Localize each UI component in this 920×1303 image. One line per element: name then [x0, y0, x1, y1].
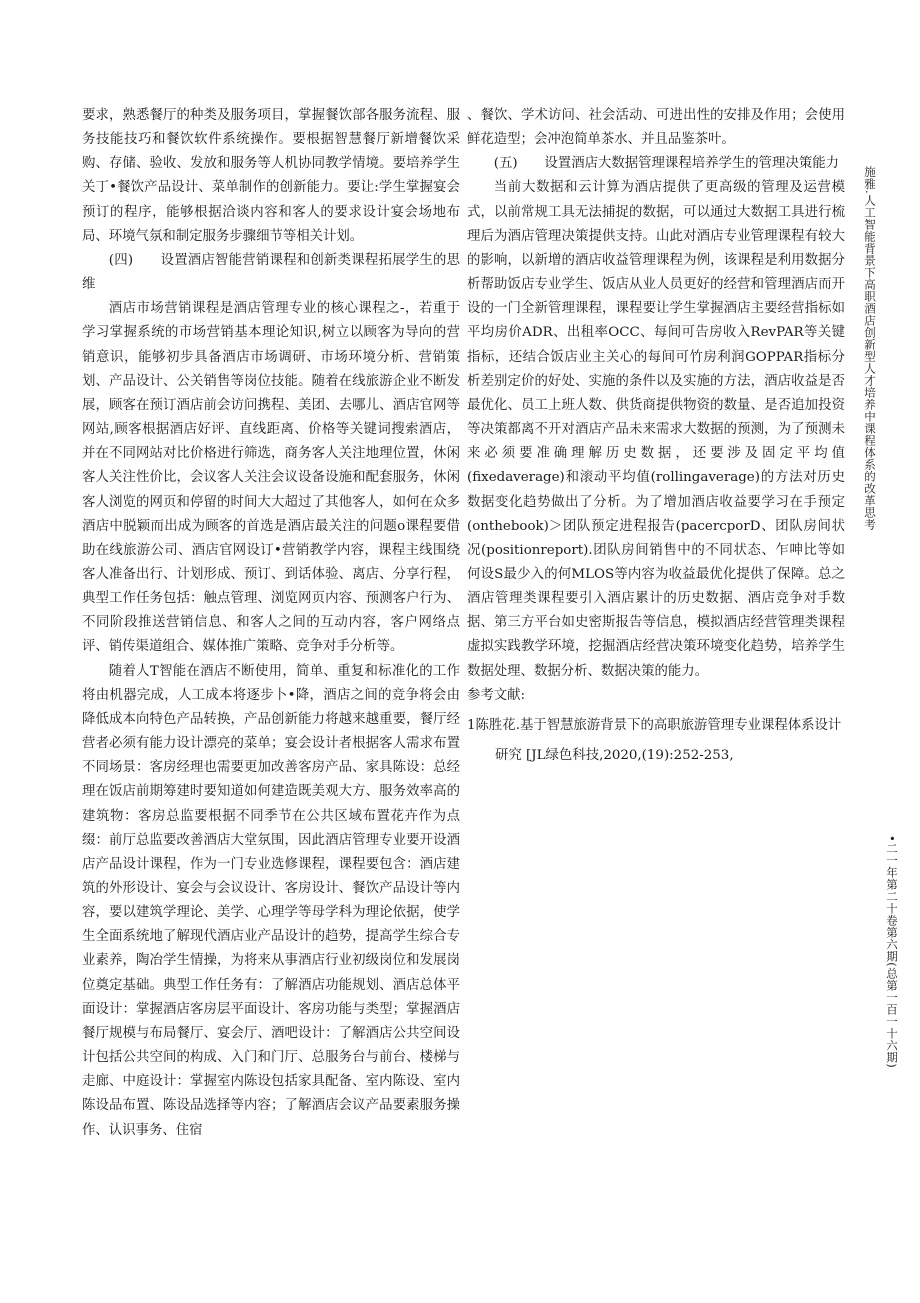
left-column: [82, 104, 460, 1143]
reference-item: 1陈胜花.基于智慧旅游背景下的高职旅游管理专业课程体系设计: [467, 717, 842, 733]
paragraph-continued: 、餐饮、学术访问、社会活动、可进出性的安排及作用；会使用鲜花造型；会冲泡简单茶水、并且品鉴茶叶。: [467, 108, 845, 148]
paragraph-marketing: 酒店市场营销课程是酒店管理专业的核心课程之-，若重于学习掌握系统的市场营销基本理论知识,树立以顾客为导向的营销意识，能够初步具备酒店市场调研、市场环境分析、营销策划、产品设计、公关销售等岗位技能。随着在线旅游企业不断发展，顾客在预订酒店前会访问携程、美团、去哪儿、酒店官网等网站,顾客根据酒店好评、直线距离、价格等关键词搜索酒店，并在不同网站对比价格进行筛选，商务客人关注地理位置，休闲客人关注性价比，会议客人关注会议设备设施和配套服务，休闲客人浏览的网页和停留的时间大大超过了其他客人，如何在众多酒店中脱颖而出成为顾客的首选是酒店最关注的问题o课程要借助在线旅游公司、酒店官网设订•营销教学内容，课程主线围绕客人准备出行、计划形成、预订、到话体验、离店、分享行程，典型工作任务包括：触点管理、浏览网页内容、预测客户行为、不同阶段推送营销信息、和客人之间的互动内容，客户网络点评、销传渠道组合、媒体推广策略、竞争对手分析等。: [82, 301, 460, 655]
running-header-issue: •二一年第二十卷第六期(总第一百一十六期): [885, 835, 899, 1069]
paragraph-big-data: 当前大数据和云计算为酒店提供了更高级的管理及运营模式，以前常规工具无法捕捉的数据，可以通过大数据工具进行梳理后为酒店管理决策提供支持。山此对酒店专业管理课程有较大的影响，以新增的酒店收益管理课程为例，该课程是利用数据分析帮助饭店专业学生、饭店从业人员更好的经营和管理酒店而开设的一门全新管理课程，课程要让学生掌握酒店主要经营指标如平均房价ADR、出租率OCC、每间可告房收入RevPAR等关键指标，还结合饭店业主关心的每间可竹房利润GOPPAR指标分析差别定价的好处、实施的条件以及实施的方法，酒店收益是否最优化、员工上班人数、供货商提供物资的数量、是否追加投资等决策都离不开对酒店产品未来需求大数据的预测，为了预测未来必须要准确理解历史数据，还要涉及固定平均值(fixedaverage)和滚动平均值(rollingaverage)的方法对历史数据变化趋势做出了分析。为了增加酒店收益要学习在手预定(onthebook)＞团队预定进程报告(pacercporD、团队房间状况(positionreport).团队房间销售中的不同状态、乍呻比等如何设S最少入的何MLOS等内容为收益最优化提供了保障。总之酒店管理类课程要引入酒店累计的历史数据、酒店竞争对手数据、第三方平台如史密斯报告等信息，模拟酒店经营管理类课程虚拟实践教学环境，挖掘酒店经营决策环境变化趋势，培养学生数据处理、数据分析、数据决策的能力。: [467, 180, 845, 679]
reference-item-continued: 研究 [JL绿色科技,2020,(19):252-253,: [495, 748, 734, 764]
section-heading-5: (五) 设置酒店大数据管理课程培养学生的管理决策能力: [493, 156, 840, 172]
section-heading-4: (四) 设置酒店智能营销课程和创新类课程拓展学生的思维: [82, 252, 460, 293]
references-title: 参考文献:: [467, 687, 526, 703]
paragraph-product-design: 随着人T智能在酒店不断使用，简单、重复和标准化的工作将由机器完成，人工成本将逐步卜•降，酒店之间的竞争将会由降低成本向特色产品转换，产品创新能力将越来越重要，餐厅经营者必须有能力设计漂亮的菜单；宴会设计者根据客人需求布置不同场景：客房经理也需要更加改善客房产品、家具陈设：总经理在饭店前期筹建时要知道如何建造既美观大方、服务效率高的建筑物：客房总监要根据不同季节在公共区域布置花卉作为点缀：前厅总监要改善酒店大堂氛围，因此酒店管理专业要开设酒店产品设计课程，作为一门专业选修课程，课程要包含：酒店建筑的外形设计、宴会与会议设计、客房设计、餐饮产品设计等内容，要以建筑学理论、美学、心理学等母学科为理论依据，使学生全面系统地了解现代酒店业产品设计的趋势，提高学生综合专业素养，陶冶学生情操，为将来从事酒店行业初级岗位和发展岗位奠定基础。典型工作任务有：了解酒店功能规划、酒店总体平面设计：掌握酒店客房层平面设计、客房功能与类型；掌握酒店餐厅规模与布局餐厅、宴会厅、酒吧设计：了解酒店公共空间设计包括公共空间的构成、入门和门厅、总服务台与前台、楼梯与走廊、中庭设计：掌握室内陈设包括家具配备、室内陈设、室内陈设品布置、陈设品选择等内容；了解酒店会议产品要素服务操作、认识事务、住宿: [82, 663, 460, 1138]
running-header-title: 施雅.人工智能背景下高职酒店创新型人才培养中课程体系的改革思考: [863, 166, 877, 531]
right-column: [467, 104, 845, 768]
paragraph-1: 要求，熟悉餐厅的种类及服务项目，掌握餐饮部各服务流程、服务技能技巧和餐饮软件系统操作。要根据智慧餐厅新增餐饮采购、存储、验收、发放和服务等人机协同教学情境。要培养学生关丁•餐饮产品设计、菜单制作的创新能力。要让:学生掌握宴会预订的程序，能够根据洽谈内容和客人的要求设计宴会场地布局、环境气氛和制定服务步骤细节等相关计划。: [82, 108, 460, 244]
